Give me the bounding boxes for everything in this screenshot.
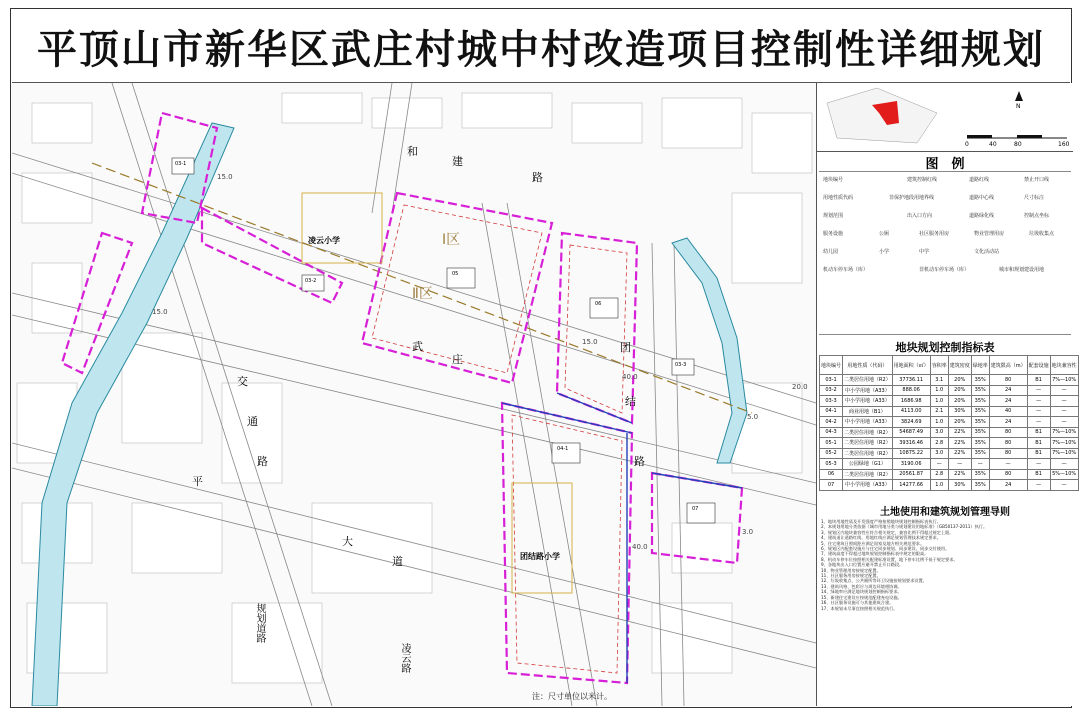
table-cell: 888.06 — [892, 385, 930, 396]
road-label: 规划道路 — [254, 603, 265, 643]
width-label: 15.0 — [152, 308, 168, 316]
table-cell: 1686.98 — [892, 396, 930, 407]
table-cell: 22% — [948, 438, 971, 449]
rule-item: 8、机动车停车位按照相关配建标准设置，地下停车比例不低于规定要求。 — [821, 556, 958, 562]
table-cell: 1.0 — [930, 385, 948, 396]
planning-map[interactable] — [12, 83, 816, 706]
table-row — [820, 375, 1079, 386]
table-cell: 05-2 — [820, 448, 843, 459]
table-cell: 7%—10% — [1050, 375, 1078, 386]
table-header-cell: 用地性质（代码） — [843, 356, 893, 375]
table-cell: 2.1 — [930, 406, 948, 417]
legend-item: 社区服务用房 — [919, 231, 950, 237]
table-cell: 35% — [971, 427, 989, 438]
table-cell: 二类居住用地（R2） — [843, 375, 893, 386]
table-cell: 80 — [989, 427, 1027, 438]
scale-40: 40 — [989, 141, 997, 148]
road-label: 武 — [412, 340, 423, 353]
table-header-cell: 地块编号 — [820, 356, 843, 375]
table-cell: — — [1027, 396, 1050, 407]
table-cell: 20% — [948, 375, 971, 386]
table-row — [820, 396, 1079, 407]
road-label: 平 — [192, 475, 203, 488]
table-cell: 7%—10% — [1050, 448, 1078, 459]
scale-0: 0 — [965, 141, 969, 148]
road-label: 路 — [257, 455, 268, 468]
table-cell: B1 — [1027, 375, 1050, 386]
table-cell: 中小学用地（A33） — [843, 417, 893, 428]
legend-item: 尺寸标注 — [1024, 195, 1045, 201]
table-cell: — — [948, 459, 971, 470]
legend-item: 出入口方向 — [907, 213, 933, 219]
road-label: 道 — [392, 555, 403, 568]
road-label: 庄 — [452, 353, 463, 366]
minimap-canvas — [817, 83, 1073, 151]
legend-title: 图 例 — [925, 157, 965, 172]
table-cell: 二类居住用地（R2） — [843, 448, 893, 459]
table-cell: 20% — [948, 396, 971, 407]
table-cell: 03-3 — [820, 396, 843, 407]
legend-item: 物业管理用房 — [974, 231, 1005, 237]
legend-item: 非机动车停车场（库） — [919, 267, 970, 273]
road-label: 结 — [625, 395, 636, 408]
table-row — [820, 417, 1079, 428]
table-cell: 3.0 — [930, 448, 948, 459]
table-cell: — — [971, 459, 989, 470]
table-title: 地块规划控制指标表 — [895, 341, 995, 354]
table-cell: 80 — [989, 448, 1027, 459]
table-cell: — — [1050, 406, 1078, 417]
rule-item: 9、各地块出入口位置应避开禁止开口路段。 — [821, 562, 904, 568]
table-cell: 35% — [971, 469, 989, 480]
table-cell: 35% — [971, 375, 989, 386]
map-canvas — [12, 83, 816, 706]
road-label: 路 — [532, 171, 543, 184]
width-label: 40.0 — [622, 373, 638, 381]
table-cell: 05-1 — [820, 438, 843, 449]
width-label: 15.0 — [217, 173, 233, 181]
road-label: 和 — [407, 145, 418, 158]
parcel-id: 05 — [452, 271, 459, 277]
table-cell: 30% — [948, 480, 971, 491]
table-cell: B1 — [1027, 427, 1050, 438]
table-cell: 10875.22 — [892, 448, 930, 459]
rule-item: 16、社区服务设施可与其他建筑合建。 — [821, 600, 894, 606]
rule-item: 14、绿地率应满足地块规划控制指标要求。 — [821, 589, 902, 595]
legend-item: 道路绿化线 — [969, 213, 995, 219]
table-cell: 03-2 — [820, 385, 843, 396]
table-cell: 二类居住用地（R2） — [843, 438, 893, 449]
zone-label: Ⅱ区 — [412, 286, 433, 302]
table-cell: 5%—10% — [1050, 469, 1078, 480]
table-cell: 二类居住用地（R2） — [843, 427, 893, 438]
road-label: 交 — [237, 375, 248, 388]
rule-item: 7、建筑高度不得超过地块规划控制指标表中规定的限高。 — [821, 551, 929, 557]
table-header-cell: 容积率 — [930, 356, 948, 375]
table-cell: 1.0 — [930, 417, 948, 428]
table-cell: B1 — [1027, 438, 1050, 449]
table-cell: 24 — [989, 480, 1027, 491]
table-cell: 24 — [989, 385, 1027, 396]
table-cell: 80 — [989, 438, 1027, 449]
legend-item: 中学 — [919, 249, 930, 255]
table-cell: 24 — [989, 417, 1027, 428]
rule-item: 5、住宅建筑日照间距应满足国家及地方相关规范要求。 — [821, 540, 925, 546]
rule-item: 10、物业管理用房按规定配置。 — [821, 567, 881, 573]
table-cell: 7%—10% — [1050, 438, 1078, 449]
parcel-id: 07 — [692, 506, 699, 512]
table-cell: 1.0 — [930, 396, 948, 407]
rules-list — [821, 519, 1069, 611]
width-label: 3.0 — [742, 528, 754, 536]
table-row — [820, 427, 1079, 438]
table-header-cell: 地块兼容性 — [1050, 356, 1078, 375]
table-cell: 30% — [948, 406, 971, 417]
table-cell: — — [1050, 396, 1078, 407]
table-cell: 中小学用地（A33） — [843, 396, 893, 407]
place-label: 团结路小学 — [520, 552, 560, 561]
legend-item: 道路中心线 — [969, 195, 995, 201]
table-cell: — — [1027, 406, 1050, 417]
table-cell: 中小学用地（A33） — [843, 385, 893, 396]
legend-item: 建筑控制红线 — [907, 177, 938, 183]
legend-item: 幼儿园 — [823, 249, 839, 255]
table-cell: 二类居住用地（R2） — [843, 469, 893, 480]
rule-item: 4、建筑退让道路红线、用地红线应满足规划管理技术规定要求。 — [821, 535, 941, 541]
location-minimap — [817, 83, 1073, 152]
table-cell: 80 — [989, 375, 1027, 386]
table-cell: 7%—10% — [1050, 427, 1078, 438]
table-cell: 35% — [971, 448, 989, 459]
table-cell: 22% — [948, 427, 971, 438]
table-cell: 37736.11 — [892, 375, 930, 386]
width-label: 15.0 — [582, 338, 598, 346]
table-cell: 公园绿地（G1） — [843, 459, 893, 470]
control-index-table — [819, 355, 1079, 491]
scale-160: 160 — [1058, 141, 1070, 148]
rule-item: 1、地块用地性质及开发强度严格按照地块规划控制指标表执行。 — [821, 519, 941, 524]
table-cell: 2.8 — [930, 469, 948, 480]
table-cell: 35% — [971, 480, 989, 491]
table-header-cell: 建筑限高（m） — [989, 356, 1027, 375]
table-cell: 35% — [971, 385, 989, 396]
building-control-lines — [372, 205, 627, 673]
table-row — [820, 459, 1079, 470]
table-cell: 20561.87 — [892, 469, 930, 480]
unit-note: 注：尺寸单位以米计。 — [532, 692, 612, 701]
legend-item: 规划范围 — [823, 213, 844, 219]
table-cell: 22% — [948, 469, 971, 480]
table-cell: 3190.06 — [892, 459, 930, 470]
legend-item: 控制点坐标 — [1024, 213, 1050, 219]
info-panel — [816, 83, 1077, 706]
legend-item: 非保护地段用地界线 — [889, 195, 935, 201]
table-cell: — — [930, 459, 948, 470]
table-row — [820, 469, 1079, 480]
table-header-cell: 配套设施 — [1027, 356, 1050, 375]
table-cell: — — [1050, 459, 1078, 470]
table-cell: 1.0 — [930, 480, 948, 491]
table-cell: 3.1 — [930, 375, 948, 386]
legend-item: 文化活动站 — [974, 249, 1000, 255]
table-cell: 2.8 — [930, 438, 948, 449]
legend-item: 垃圾收集点 — [1029, 231, 1055, 237]
road-label: 建 — [452, 155, 463, 168]
legend-item: 机动车停车场（库） — [823, 267, 869, 273]
parcel-id: 04-1 — [557, 446, 569, 452]
table-cell: — — [1050, 480, 1078, 491]
legend-item: 地块编号 — [823, 177, 844, 183]
table-cell: B1 — [1027, 469, 1050, 480]
road-label: 通 — [247, 415, 258, 428]
scale-80: 80 — [1014, 141, 1022, 148]
parcel-id: 03-1 — [175, 161, 187, 167]
table-cell: 24 — [989, 396, 1027, 407]
rule-item: 13、建筑风格、色彩应与周边环境相协调。 — [821, 583, 902, 589]
table-header-cell: 用地面积（㎡） — [892, 356, 930, 375]
table-cell: 04-2 — [820, 417, 843, 428]
table-cell: 22% — [948, 448, 971, 459]
parcel-id: 03-3 — [675, 362, 687, 368]
rules-title: 土地使用和建筑规划管理导则 — [880, 507, 1010, 518]
legend-item: 小学 — [879, 249, 890, 255]
table-cell: — — [1027, 417, 1050, 428]
table-cell: — — [989, 459, 1027, 470]
width-label: 5.0 — [747, 413, 759, 421]
zone-label: Ⅰ区 — [442, 232, 461, 248]
legend-item: 禁止开口线 — [1024, 177, 1050, 183]
road-label: 路 — [634, 455, 645, 468]
table-cell: 35% — [971, 417, 989, 428]
legend-item: 服务设施 — [823, 231, 844, 237]
table-cell: 14277.66 — [892, 480, 930, 491]
table-cell: B1 — [1027, 448, 1050, 459]
table-cell: 3.0 — [930, 427, 948, 438]
rule-item: 12、垃圾收集点、公共厕所等环卫设施按规划要求设置。 — [821, 578, 927, 584]
table-row — [820, 448, 1079, 459]
legend — [819, 171, 1071, 335]
table-header-cell: 建筑密度 — [948, 356, 971, 375]
rule-item: 11、社区服务用房按规定配置。 — [821, 573, 881, 579]
table-row — [820, 438, 1079, 449]
table-cell: 39316.46 — [892, 438, 930, 449]
table-row — [820, 385, 1079, 396]
table-cell: 35% — [971, 438, 989, 449]
table-cell: 商业用地（B1） — [843, 406, 893, 417]
table-cell: 3824.69 — [892, 417, 930, 428]
table-cell: 20% — [948, 385, 971, 396]
table-cell: 80 — [989, 469, 1027, 480]
legend-item: 公厕 — [879, 231, 890, 237]
table-cell: — — [1027, 459, 1050, 470]
place-label: 凌云小学 — [308, 236, 340, 245]
table-cell: 04-1 — [820, 406, 843, 417]
table-header-row — [820, 356, 1079, 375]
legend-item: 用地性质代码 — [823, 195, 854, 201]
page-title: 平顶山市新华区武庄村城中村改造项目控制性详细规划 — [12, 10, 1070, 83]
table-cell: 03-1 — [820, 375, 843, 386]
rule-item: 3、规划区内地块兼容性应符合相关规定，兼容比例不得超过规定上限。 — [821, 529, 954, 535]
table-cell: — — [1027, 385, 1050, 396]
table-cell: 40 — [989, 406, 1027, 417]
table-row — [820, 406, 1079, 417]
legend-item: 城市和规划建设用地 — [999, 267, 1045, 273]
table-cell: 4113.00 — [892, 406, 930, 417]
table-cell: 35% — [971, 406, 989, 417]
legend-item: 道路红线 — [969, 177, 990, 183]
table-cell: 05-3 — [820, 459, 843, 470]
table-cell: 35% — [971, 396, 989, 407]
table-cell: 20% — [948, 417, 971, 428]
north-icon: N — [1016, 103, 1021, 110]
road-label: 大 — [342, 535, 353, 548]
table-cell: — — [1027, 480, 1050, 491]
rule-item: 15、新建住宅建设应按规范配建充电设施。 — [821, 594, 902, 600]
table-cell: 04-3 — [820, 427, 843, 438]
table-row — [820, 480, 1079, 491]
parcel-id: 06 — [595, 301, 602, 307]
road-label: 凌云路 — [399, 643, 410, 673]
parcel-id: 03-2 — [305, 278, 317, 284]
width-label: 40.0 — [632, 543, 648, 551]
table-cell: 06 — [820, 469, 843, 480]
table-cell: 07 — [820, 480, 843, 491]
table-cell: 中小学用地（A33） — [843, 480, 893, 491]
width-label: 20.0 — [792, 383, 808, 391]
table-cell: 54687.49 — [892, 427, 930, 438]
table-cell: — — [1050, 385, 1078, 396]
road-label: 团 — [620, 341, 631, 354]
rule-item: 6、规划区内配套设施应与住宅同步规划、同步建设、同步交付使用。 — [821, 546, 950, 552]
table-cell: — — [1050, 417, 1078, 428]
rule-item: 17、本规划未尽事宜按照相关规范执行。 — [821, 605, 898, 611]
table-header-cell: 绿地率 — [971, 356, 989, 375]
rule-item: 2、本规划用地分类依据《城市用地分类与规划建设用地标准》（GB50137-2011）执行。 — [821, 524, 988, 530]
